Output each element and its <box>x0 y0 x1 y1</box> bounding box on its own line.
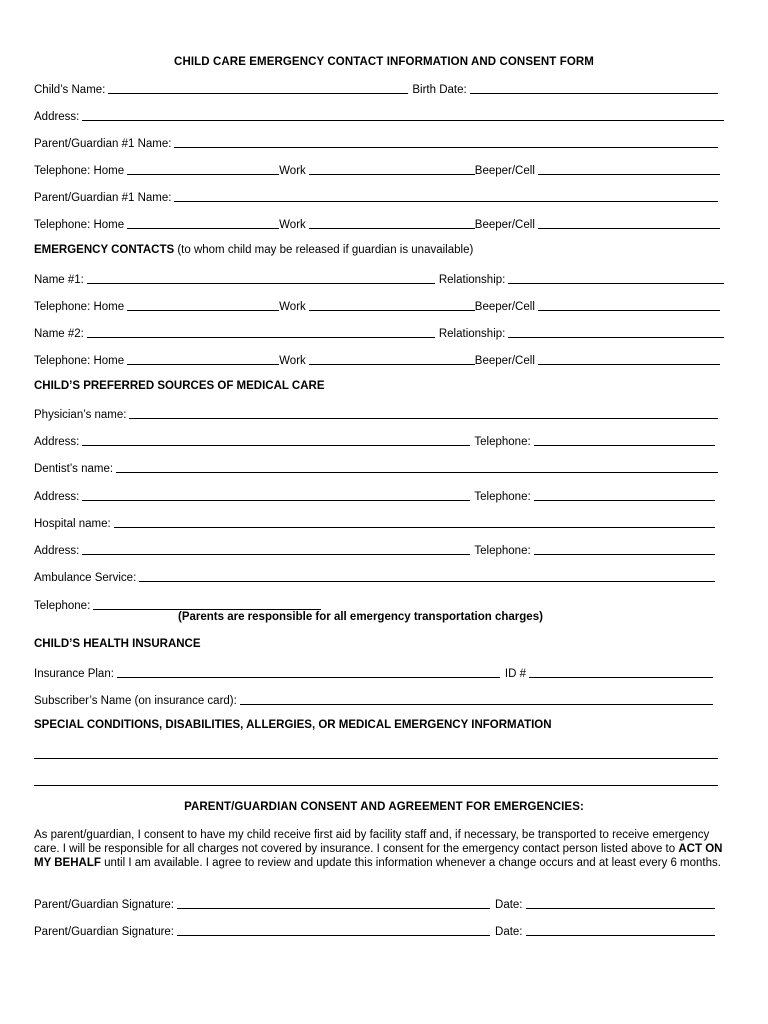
hospital-telephone-label: Telephone: <box>474 545 531 557</box>
guardian1-name-label: Parent/Guardian #1 Name: <box>34 138 172 150</box>
ambulance-phone-row <box>34 596 724 612</box>
subscriber-row <box>34 691 724 707</box>
guardian1-name-row <box>34 134 724 150</box>
insurance-id-label: ID # <box>504 668 527 680</box>
guardian2-phone-cell-field[interactable] <box>538 228 720 229</box>
medical-care-heading: CHILD’S PREFERRED SOURCES OF MEDICAL CARE <box>34 380 325 392</box>
contact2-relationship-field[interactable] <box>508 337 724 338</box>
subscriber-field[interactable] <box>240 704 713 705</box>
birth-date-field[interactable] <box>470 93 718 94</box>
contact2-name-field[interactable] <box>87 337 435 338</box>
contact1-phone-home-field[interactable] <box>127 310 279 311</box>
hospital-telephone-field[interactable] <box>534 554 715 555</box>
physician-telephone-field[interactable] <box>534 445 715 446</box>
contact1-phone-cell-field[interactable] <box>538 310 720 311</box>
hospital-address-label: Address: <box>34 545 80 557</box>
guardian1-phone-work-field[interactable] <box>309 174 475 175</box>
contact1-phone-work-field[interactable] <box>309 310 475 311</box>
contact2-relationship-label: Relationship: <box>438 328 506 340</box>
guardian2-name-label: Parent/Guardian #1 Name: <box>34 192 172 204</box>
contact1-name-row <box>34 270 724 286</box>
dentist-address-row <box>34 487 724 503</box>
consent-text-part2: until I am available. I agree to review and update this information whenever a change occurs and at least every 6 months. <box>100 857 721 869</box>
special-conditions-heading: SPECIAL CONDITIONS, DISABILITIES, ALLERGIES, OR MEDICAL EMERGENCY INFORMATION <box>34 719 552 731</box>
physician-label: Physician’s name: <box>34 409 127 421</box>
special-conditions-line-2[interactable] <box>34 785 718 786</box>
contact1-phone-work-label: Work <box>279 301 306 313</box>
transport-charges-note: (Parents are responsible for all emergency transportation charges) <box>178 611 543 623</box>
contact1-name-label: Name #1: <box>34 274 84 286</box>
signature-2-date-field[interactable] <box>526 935 715 936</box>
guardian2-name-field[interactable] <box>174 201 718 202</box>
guardian2-name-row <box>34 188 724 204</box>
contact1-name-field[interactable] <box>87 283 435 284</box>
emergency-contacts-heading <box>34 244 473 256</box>
physician-field[interactable] <box>129 418 718 419</box>
subscriber-label: Subscriber’s Name (on insurance card): <box>34 695 237 707</box>
guardian1-phone-row <box>34 161 724 177</box>
signature-row-1 <box>34 895 724 911</box>
guardian2-phone-home-field[interactable] <box>127 228 279 229</box>
signature-2-label: Parent/Guardian Signature: <box>34 926 175 938</box>
ambulance-field[interactable] <box>139 581 715 582</box>
dentist-address-field[interactable] <box>82 500 470 501</box>
dentist-field[interactable] <box>116 472 718 473</box>
signature-1-field[interactable] <box>177 908 490 909</box>
insurance-plan-row <box>34 664 724 680</box>
signature-1-date-label: Date: <box>495 899 523 911</box>
dentist-telephone-field[interactable] <box>534 500 715 501</box>
contact1-relationship-label: Relationship: <box>438 274 506 286</box>
child-name-row <box>34 80 724 96</box>
insurance-id-field[interactable] <box>529 677 713 678</box>
ambulance-row <box>34 568 724 584</box>
signature-1-date-field[interactable] <box>526 908 715 909</box>
contact2-name-row <box>34 324 724 340</box>
form-title: CHILD CARE EMERGENCY CONTACT INFORMATION AND CONSENT FORM <box>174 56 594 68</box>
guardian1-phone-home-field[interactable] <box>127 174 279 175</box>
contact1-relationship-field[interactable] <box>508 283 724 284</box>
consent-text-bold: ACT ON MY BEHALF <box>34 843 723 869</box>
guardian2-phone-work-field[interactable] <box>309 228 475 229</box>
guardian2-phone-cell-label: Beeper/Cell <box>474 219 535 231</box>
contact1-phone-cell-label: Beeper/Cell <box>474 301 535 313</box>
contact2-phone-work-field[interactable] <box>309 364 475 365</box>
contact1-phone-row <box>34 297 724 313</box>
child-name-field[interactable] <box>108 93 408 94</box>
dentist-telephone-label: Telephone: <box>474 491 531 503</box>
physician-row <box>34 405 724 421</box>
child-address-label: Address: <box>34 111 80 123</box>
contact2-phone-home-label: Telephone: Home <box>34 355 125 367</box>
guardian2-phone-home-label: Telephone: Home <box>34 219 125 231</box>
hospital-label: Hospital name: <box>34 518 111 530</box>
special-conditions-line-1[interactable] <box>34 758 718 759</box>
guardian2-phone-row <box>34 215 724 231</box>
contact2-phone-work-label: Work <box>279 355 306 367</box>
hospital-field[interactable] <box>114 527 715 528</box>
contact2-phone-cell-label: Beeper/Cell <box>474 355 535 367</box>
physician-address-row <box>34 432 724 448</box>
signature-2-date-label: Date: <box>495 926 523 938</box>
emergency-heading-text: EMERGENCY CONTACTS <box>34 244 175 256</box>
dentist-address-label: Address: <box>34 491 80 503</box>
insurance-heading: CHILD’S HEALTH INSURANCE <box>34 638 201 650</box>
contact1-phone-home-label: Telephone: Home <box>34 301 125 313</box>
guardian2-phone-work-label: Work <box>279 219 306 231</box>
dentist-label: Dentist’s name: <box>34 463 114 475</box>
consent-text-part1: As parent/guardian, I consent to have my child receive first aid by facility staff and, if necessary, be transported to receive emergency care. I will be responsible for all charges not covered by insurance. I consent for the emergency contact person listed above to <box>34 829 710 855</box>
guardian1-phone-home-label: Telephone: Home <box>34 165 125 177</box>
ambulance-phone-field[interactable] <box>93 609 321 610</box>
consent-paragraph <box>34 828 724 870</box>
consent-heading: PARENT/GUARDIAN CONSENT AND AGREEMENT FOR EMERGENCIES: <box>184 801 584 813</box>
hospital-address-row <box>34 541 724 557</box>
physician-address-field[interactable] <box>82 445 470 446</box>
contact2-phone-cell-field[interactable] <box>538 364 720 365</box>
dentist-row <box>34 459 724 475</box>
hospital-address-field[interactable] <box>82 554 470 555</box>
guardian1-name-field[interactable] <box>174 147 718 148</box>
child-address-field[interactable] <box>82 120 724 121</box>
physician-telephone-label: Telephone: <box>474 436 531 448</box>
signature-1-label: Parent/Guardian Signature: <box>34 899 175 911</box>
ambulance-phone-label: Telephone: <box>34 600 91 612</box>
contact2-phone-row <box>34 351 724 367</box>
contact2-phone-home-field[interactable] <box>127 364 279 365</box>
insurance-plan-field[interactable] <box>117 677 500 678</box>
emergency-heading-note: (to whom child may be released if guardian is unavailable) <box>174 244 474 256</box>
physician-address-label: Address: <box>34 436 80 448</box>
signature-row-2 <box>34 922 724 938</box>
guardian1-phone-cell-field[interactable] <box>538 174 720 175</box>
hospital-row <box>34 514 724 530</box>
contact2-name-label: Name #2: <box>34 328 84 340</box>
guardian1-phone-work-label: Work <box>279 165 306 177</box>
child-address-row <box>34 107 724 123</box>
guardian1-phone-cell-label: Beeper/Cell <box>474 165 535 177</box>
child-name-label: Child’s Name: <box>34 84 106 96</box>
birth-date-label: Birth Date: <box>412 84 467 96</box>
signature-2-field[interactable] <box>177 935 490 936</box>
insurance-plan-label: Insurance Plan: <box>34 668 114 680</box>
ambulance-label: Ambulance Service: <box>34 572 137 584</box>
